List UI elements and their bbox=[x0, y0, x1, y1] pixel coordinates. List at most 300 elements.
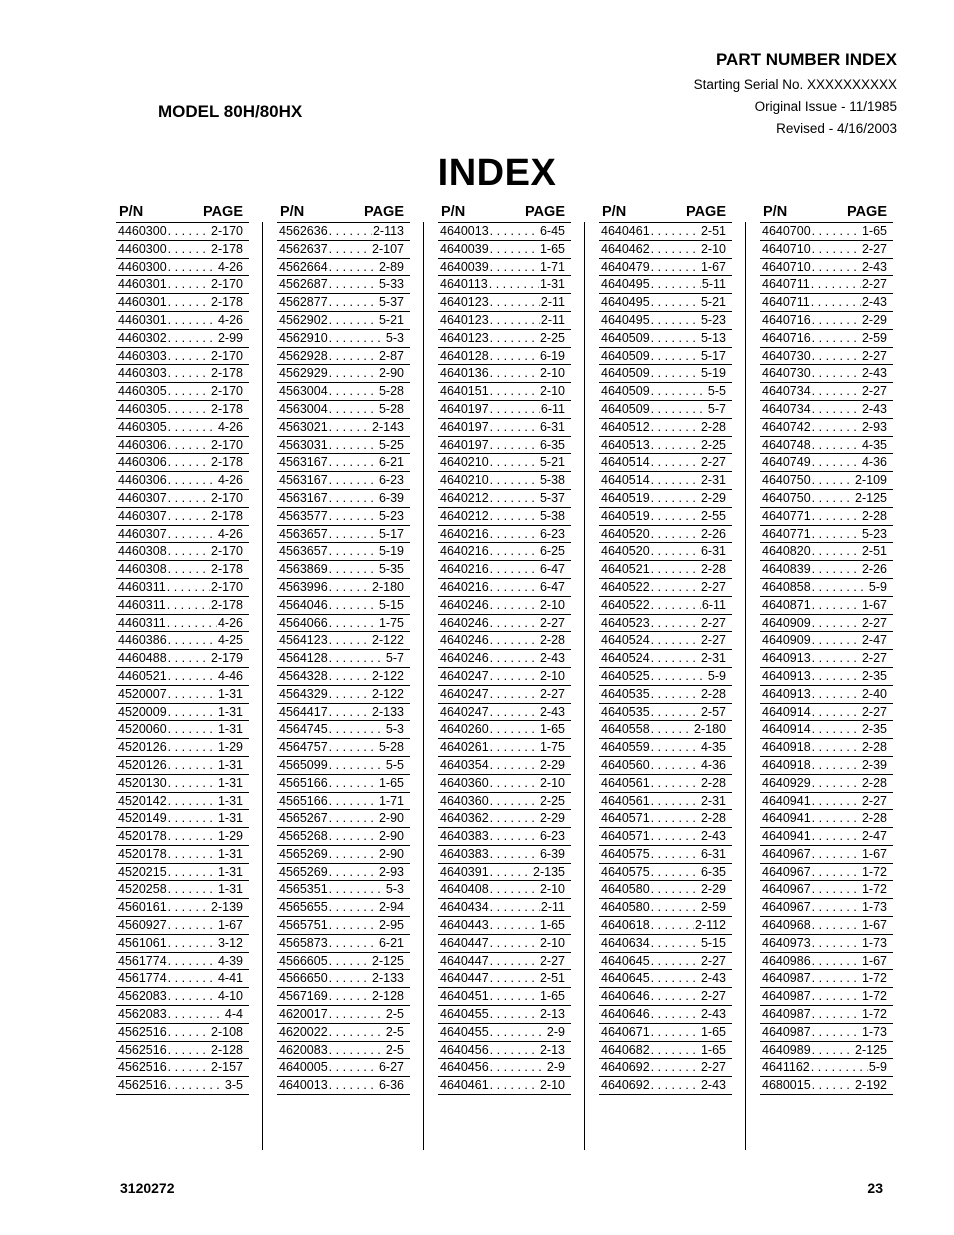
page-ref: 2-9 bbox=[546, 1060, 565, 1075]
part-number: 4563004 bbox=[279, 401, 328, 416]
leader-dots bbox=[329, 561, 378, 578]
leader-dots bbox=[490, 881, 539, 898]
part-number: 4562637 bbox=[279, 241, 328, 256]
index-column-1 bbox=[116, 203, 249, 1095]
part-number: 4640246 bbox=[440, 615, 489, 630]
page-ref: 2-95 bbox=[378, 918, 404, 933]
index-entry bbox=[760, 864, 893, 882]
index-entry bbox=[277, 241, 410, 259]
leader-dots bbox=[812, 472, 854, 489]
page-ref: 5-28 bbox=[378, 384, 404, 399]
model-name: MODEL 80H/80HX bbox=[158, 102, 303, 121]
part-number: 4560161 bbox=[118, 900, 167, 915]
part-number: 4640987 bbox=[762, 989, 811, 1004]
part-number: 4640512 bbox=[601, 419, 650, 434]
leader-dots bbox=[490, 1006, 539, 1023]
part-number: 4520215 bbox=[118, 864, 167, 879]
part-number: 4564329 bbox=[279, 686, 328, 701]
index-entry bbox=[760, 757, 893, 775]
page-ref: 4-26 bbox=[217, 526, 243, 541]
page-ref: 2-170 bbox=[211, 384, 243, 399]
part-number: 4640750 bbox=[762, 490, 811, 505]
part-number: 4460307 bbox=[118, 526, 167, 541]
leader-dots bbox=[168, 472, 217, 489]
part-number: 4640918 bbox=[762, 740, 811, 755]
index-entry bbox=[438, 1077, 571, 1095]
part-number: 4640634 bbox=[601, 935, 650, 950]
leader-dots bbox=[490, 615, 539, 632]
part-number: 4640360 bbox=[440, 775, 489, 790]
page-ref: 2-43 bbox=[700, 829, 726, 844]
page-ref: 3-12 bbox=[217, 935, 243, 950]
page-ref: 6-47 bbox=[539, 579, 565, 594]
leader-dots bbox=[329, 1006, 385, 1023]
index-entry bbox=[599, 810, 732, 828]
part-number: 4460307 bbox=[118, 508, 167, 523]
part-number: 4562516 bbox=[118, 1078, 167, 1093]
part-number: 4566605 bbox=[279, 953, 328, 968]
leader-dots bbox=[490, 650, 539, 667]
index-entry bbox=[760, 1059, 893, 1077]
page-ref: 1-31 bbox=[217, 811, 243, 826]
leader-dots bbox=[167, 597, 210, 614]
part-number: 4520009 bbox=[118, 704, 167, 719]
part-number: 4640749 bbox=[762, 455, 811, 470]
index-entry bbox=[760, 259, 893, 277]
entry-list bbox=[277, 222, 410, 1095]
page-ref: 2-178 bbox=[211, 295, 243, 310]
leader-dots bbox=[329, 864, 378, 881]
page-ref: 2-59 bbox=[861, 330, 887, 345]
page-ref: 6-35 bbox=[700, 864, 726, 879]
index-entry bbox=[760, 935, 893, 953]
index-entry bbox=[116, 1042, 249, 1060]
leader-dots bbox=[168, 294, 210, 311]
part-number: 4640913 bbox=[762, 668, 811, 683]
page-ref: 2-31 bbox=[700, 473, 726, 488]
index-entry bbox=[599, 241, 732, 259]
part-number: 4640535 bbox=[601, 686, 650, 701]
index-entry bbox=[760, 472, 893, 490]
page-ref: 6-39 bbox=[378, 490, 404, 505]
page-ref: 2-10 bbox=[539, 668, 565, 683]
index-entry bbox=[116, 881, 249, 899]
index-entry bbox=[438, 472, 571, 490]
page-ref: 1-65 bbox=[539, 241, 565, 256]
index-entry bbox=[116, 561, 249, 579]
part-number: 4520258 bbox=[118, 882, 167, 897]
page-ref: 2-10 bbox=[539, 384, 565, 399]
page-ref: 1-72 bbox=[861, 971, 887, 986]
page-ref: 2-10 bbox=[539, 366, 565, 381]
page-ref: 2-28 bbox=[861, 811, 887, 826]
part-number: 4640560 bbox=[601, 757, 650, 772]
leader-dots bbox=[490, 561, 539, 578]
index-entry bbox=[438, 775, 571, 793]
page-ref: 4-26 bbox=[217, 259, 243, 274]
part-number: 4640461 bbox=[440, 1078, 489, 1093]
index-entry bbox=[760, 775, 893, 793]
part-number: 4640216 bbox=[440, 579, 489, 594]
part-number: 4640710 bbox=[762, 259, 811, 274]
part-number: 4460305 bbox=[118, 419, 167, 434]
page-ref: 5-38 bbox=[539, 508, 565, 523]
leader-dots bbox=[168, 828, 217, 845]
page-ref: 1-31 bbox=[217, 757, 243, 772]
part-number: 4640509 bbox=[601, 348, 650, 363]
page-ref: 2-26 bbox=[861, 562, 887, 577]
part-number: 4640575 bbox=[601, 846, 650, 861]
index-entry bbox=[116, 579, 249, 597]
part-number: 4640520 bbox=[601, 544, 650, 559]
page-ref: 2-31 bbox=[700, 651, 726, 666]
entry-list bbox=[116, 222, 249, 1095]
index-entry bbox=[438, 810, 571, 828]
part-number: 4563577 bbox=[279, 508, 328, 523]
part-number: 4640522 bbox=[601, 579, 650, 594]
page-ref: 2-139 bbox=[211, 900, 243, 915]
page-ref: 1-75 bbox=[378, 615, 404, 630]
index-entry bbox=[438, 419, 571, 437]
page-ref: 2-180 bbox=[372, 579, 404, 594]
leader-dots bbox=[329, 419, 371, 436]
index-entry bbox=[760, 953, 893, 971]
page-ref: 1-29 bbox=[217, 740, 243, 755]
leader-dots bbox=[168, 330, 217, 347]
leader-dots bbox=[490, 704, 539, 721]
part-number: 4640113 bbox=[440, 277, 488, 292]
part-number: 4565166 bbox=[279, 775, 328, 790]
leader-dots bbox=[168, 401, 210, 418]
page-ref: 1-31 bbox=[217, 704, 243, 719]
page-ref: 5-5 bbox=[385, 757, 404, 772]
part-number: 4566650 bbox=[279, 971, 328, 986]
index-entry bbox=[760, 739, 893, 757]
index-entry bbox=[438, 739, 571, 757]
leader-dots bbox=[651, 899, 700, 916]
index-entry bbox=[760, 241, 893, 259]
leader-dots bbox=[651, 775, 700, 792]
page-ref: 2-90 bbox=[378, 811, 404, 826]
part-number: 4640748 bbox=[762, 437, 811, 452]
part-number: 4640692 bbox=[601, 1078, 650, 1093]
leader-dots bbox=[168, 846, 217, 863]
leader-dots bbox=[651, 953, 700, 970]
index-entry bbox=[438, 259, 571, 277]
part-number: 4640580 bbox=[601, 900, 650, 915]
leader-dots bbox=[490, 721, 539, 738]
leader-dots bbox=[329, 810, 378, 827]
leader-dots bbox=[812, 953, 861, 970]
page-ref: 5-35 bbox=[378, 562, 404, 577]
page-ref: 2-89 bbox=[378, 259, 404, 274]
part-number: 4520142 bbox=[118, 793, 167, 808]
page-ref: 2-31 bbox=[700, 793, 726, 808]
leader-dots bbox=[651, 1077, 700, 1094]
leader-dots bbox=[329, 1042, 385, 1059]
page-ref: 2-90 bbox=[378, 829, 404, 844]
index-entry bbox=[599, 899, 732, 917]
index-entry bbox=[599, 383, 732, 401]
part-number: 4460311 bbox=[118, 615, 166, 630]
leader-dots bbox=[651, 223, 700, 240]
index-entry bbox=[277, 508, 410, 526]
index-entry bbox=[760, 597, 893, 615]
page-ref: 2-40 bbox=[861, 686, 887, 701]
part-number: 4640260 bbox=[440, 722, 489, 737]
index-entry bbox=[599, 508, 732, 526]
leader-dots bbox=[168, 1042, 210, 1059]
page-ref: 2-29 bbox=[539, 757, 565, 772]
page-ref: 3-5 bbox=[224, 1078, 243, 1093]
part-number: 4520007 bbox=[118, 686, 167, 701]
page-ref: 6-31 bbox=[700, 544, 726, 559]
leader-dots bbox=[812, 1024, 861, 1041]
part-number: 4640216 bbox=[440, 526, 489, 541]
leader-dots bbox=[168, 739, 217, 756]
leader-dots bbox=[651, 686, 700, 703]
page-ref: 2-170 bbox=[211, 348, 243, 363]
page-ref: 2-27 bbox=[539, 615, 565, 630]
page-ref: 5-21 bbox=[378, 312, 404, 327]
part-number: 4640354 bbox=[440, 757, 489, 772]
leader-dots bbox=[812, 988, 861, 1005]
leader-dots bbox=[329, 721, 385, 738]
page-ref: 2-178 bbox=[211, 562, 243, 577]
index-entry bbox=[116, 650, 249, 668]
entry-list bbox=[760, 222, 893, 1095]
index-entry bbox=[116, 597, 249, 615]
index-entry bbox=[599, 864, 732, 882]
part-number: 4565751 bbox=[279, 918, 328, 933]
leader-dots bbox=[490, 988, 539, 1005]
part-number: 4640212 bbox=[440, 490, 489, 505]
leader-dots bbox=[490, 294, 540, 311]
index-entry bbox=[760, 1042, 893, 1060]
part-number: 4640967 bbox=[762, 882, 811, 897]
leader-dots bbox=[168, 276, 210, 293]
page-ref: 2-43 bbox=[539, 704, 565, 719]
index-entry bbox=[116, 721, 249, 739]
page-ref: 2-93 bbox=[861, 419, 887, 434]
leader-dots bbox=[812, 668, 861, 685]
leader-dots bbox=[329, 686, 371, 703]
page-ref: 5-9 bbox=[868, 579, 887, 594]
leader-dots bbox=[490, 739, 539, 756]
leader-dots bbox=[329, 775, 378, 792]
leader-dots bbox=[490, 419, 539, 436]
leader-dots bbox=[651, 739, 700, 756]
page-ref: 2-27 bbox=[861, 348, 887, 363]
index-entry bbox=[438, 365, 571, 383]
part-number: 4561774 bbox=[118, 953, 167, 968]
page-ref: 1-67 bbox=[861, 597, 887, 612]
index-entry bbox=[277, 1006, 410, 1024]
leader-dots bbox=[490, 899, 540, 916]
index-entry bbox=[277, 490, 410, 508]
leader-dots bbox=[651, 526, 700, 543]
leader-dots bbox=[812, 597, 861, 614]
part-number: 4460311 bbox=[118, 597, 166, 612]
page-ref: 2-28 bbox=[861, 508, 887, 523]
part-number: 4640210 bbox=[440, 473, 489, 488]
page-ref: 2-27 bbox=[861, 793, 887, 808]
part-number: 4561774 bbox=[118, 971, 167, 986]
page-ref: 4-25 bbox=[217, 633, 243, 648]
leader-dots bbox=[168, 917, 217, 934]
page-ref: 2-178 bbox=[211, 241, 243, 256]
page-ref: 2-178 bbox=[211, 508, 243, 523]
index-entry bbox=[116, 668, 249, 686]
page-ref: 1-67 bbox=[861, 846, 887, 861]
page-ref: 4-39 bbox=[217, 953, 243, 968]
page-ref: 2-55 bbox=[700, 508, 726, 523]
part-number: 4565269 bbox=[279, 864, 328, 879]
page-ref: 2-125 bbox=[372, 953, 404, 968]
index-entry bbox=[599, 881, 732, 899]
part-number: 4564745 bbox=[279, 722, 328, 737]
page-ref: 2-47 bbox=[861, 633, 887, 648]
part-number: 4640509 bbox=[601, 401, 650, 416]
page-ref: 2-11 bbox=[540, 900, 565, 915]
page-ref: 2-43 bbox=[700, 1007, 726, 1022]
part-number: 4640522 bbox=[601, 597, 650, 612]
part-number: 4640646 bbox=[601, 1007, 650, 1022]
page-ref: 2-5 bbox=[385, 1042, 404, 1057]
leader-dots bbox=[651, 650, 700, 667]
leader-dots bbox=[329, 579, 371, 596]
page-ref: 5-23 bbox=[700, 312, 726, 327]
leader-dots bbox=[812, 615, 861, 632]
leader-dots bbox=[168, 1024, 210, 1041]
part-number: 4640197 bbox=[440, 401, 489, 416]
index-entry bbox=[438, 846, 571, 864]
part-number: 4563996 bbox=[279, 579, 328, 594]
index-entry bbox=[438, 935, 571, 953]
column-header bbox=[116, 203, 249, 222]
index-entry bbox=[277, 704, 410, 722]
index-entry bbox=[116, 970, 249, 988]
leader-dots bbox=[651, 437, 700, 454]
leader-dots bbox=[168, 1059, 210, 1076]
page-ref: 2-170 bbox=[211, 277, 243, 292]
index-entry bbox=[438, 953, 571, 971]
part-number: 4640447 bbox=[440, 971, 489, 986]
part-number: 4640123 bbox=[440, 295, 489, 310]
leader-dots bbox=[490, 526, 539, 543]
index-entry bbox=[277, 454, 410, 472]
page-ref: 1-73 bbox=[861, 935, 887, 950]
index-entry bbox=[599, 223, 732, 241]
part-number: 4460305 bbox=[118, 384, 167, 399]
part-number: 4640989 bbox=[762, 1042, 811, 1057]
part-number: 4640913 bbox=[762, 686, 811, 701]
part-number: 4640561 bbox=[601, 775, 650, 790]
part-number: 4640197 bbox=[440, 419, 489, 434]
page-ref: 2-122 bbox=[372, 668, 404, 683]
index-entry bbox=[116, 312, 249, 330]
index-entry bbox=[438, 294, 571, 312]
leader-dots bbox=[812, 721, 861, 738]
leader-dots bbox=[490, 864, 532, 881]
index-entry bbox=[277, 1024, 410, 1042]
part-number: 4563021 bbox=[279, 419, 328, 434]
page-ref: 5-33 bbox=[378, 277, 404, 292]
page-ref: 6-47 bbox=[539, 562, 565, 577]
part-number: 4562928 bbox=[279, 348, 328, 363]
part-number: 4640216 bbox=[440, 544, 489, 559]
part-number: 4640871 bbox=[762, 597, 811, 612]
part-number: 4640558 bbox=[601, 722, 650, 737]
leader-dots bbox=[651, 988, 700, 1005]
index-entry bbox=[277, 864, 410, 882]
page-ref: 5-3 bbox=[385, 722, 404, 737]
page-ref: 2-27 bbox=[861, 241, 887, 256]
part-number: 4640968 bbox=[762, 918, 811, 933]
page-ref: 2-87 bbox=[378, 348, 404, 363]
part-number: 4565099 bbox=[279, 757, 328, 772]
leader-dots bbox=[329, 241, 371, 258]
index-entry bbox=[438, 917, 571, 935]
leader-dots bbox=[812, 1077, 854, 1094]
leader-dots bbox=[168, 757, 217, 774]
leader-dots bbox=[812, 241, 861, 258]
part-number: 4640005 bbox=[279, 1060, 328, 1075]
index-entry bbox=[438, 312, 571, 330]
index-entry bbox=[599, 686, 732, 704]
leader-dots bbox=[651, 597, 701, 614]
page-ref: 2-180 bbox=[694, 722, 726, 737]
page-ref: 4-4 bbox=[224, 1007, 243, 1022]
page-ref: 2-27 bbox=[861, 704, 887, 719]
part-number: 4564046 bbox=[279, 597, 328, 612]
leader-dots bbox=[651, 668, 707, 685]
page-ref: 1-65 bbox=[700, 1042, 726, 1057]
leader-dots bbox=[651, 793, 700, 810]
page-ref: 2-28 bbox=[861, 740, 887, 755]
page-ref: 5-7 bbox=[707, 401, 726, 416]
part-number: 4640580 bbox=[601, 882, 650, 897]
index-entry bbox=[760, 508, 893, 526]
leader-dots bbox=[490, 348, 539, 365]
part-number: 4640039 bbox=[440, 241, 489, 256]
index-entry bbox=[116, 543, 249, 561]
part-number: 4640646 bbox=[601, 989, 650, 1004]
leader-dots bbox=[490, 383, 539, 400]
part-number: 4640914 bbox=[762, 704, 811, 719]
index-entry bbox=[277, 917, 410, 935]
leader-dots bbox=[490, 472, 539, 489]
page-ref: 1-31 bbox=[217, 722, 243, 737]
index-entry bbox=[438, 1006, 571, 1024]
index-entry bbox=[116, 401, 249, 419]
page-ref: 1-65 bbox=[539, 722, 565, 737]
page-ref: 2-135 bbox=[533, 864, 565, 879]
leader-dots bbox=[812, 223, 861, 240]
page-ref: 6-23 bbox=[539, 829, 565, 844]
leader-dots bbox=[329, 472, 378, 489]
leader-dots bbox=[812, 454, 861, 471]
index-entry bbox=[277, 383, 410, 401]
index-entry bbox=[599, 259, 732, 277]
index-entry bbox=[438, 348, 571, 366]
page-ref: 2-27 bbox=[539, 686, 565, 701]
index-entry bbox=[760, 579, 893, 597]
index-entry bbox=[599, 793, 732, 811]
page-ref: 5-17 bbox=[700, 348, 726, 363]
page-ref: 5-3 bbox=[385, 330, 404, 345]
index-entry bbox=[599, 437, 732, 455]
